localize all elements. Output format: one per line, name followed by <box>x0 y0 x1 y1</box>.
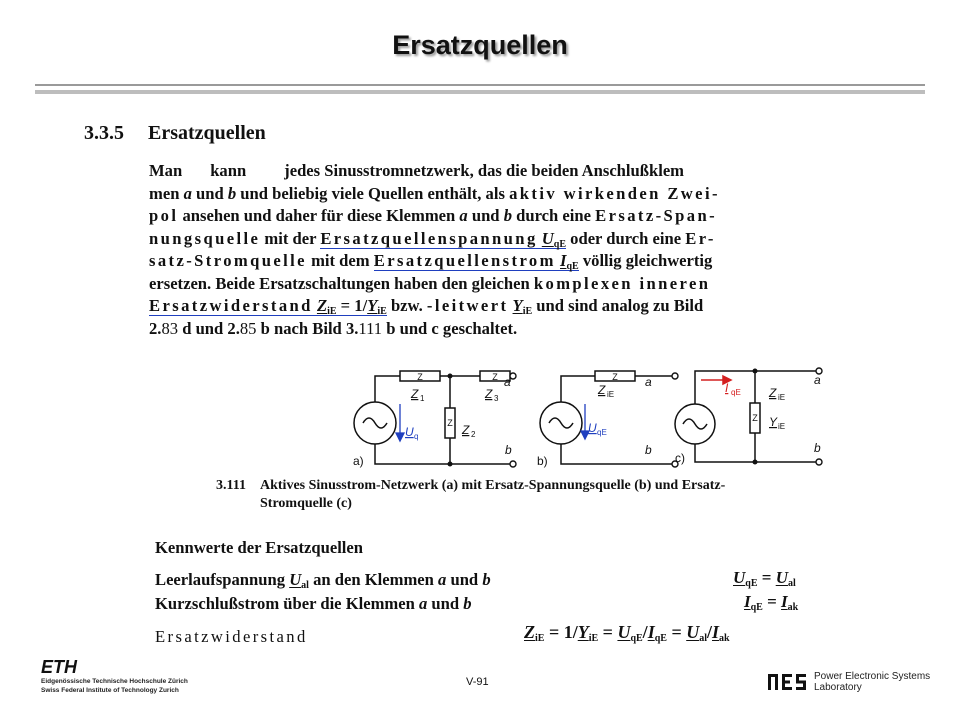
eth-line-1: Eidgenössische Technische Hochschule Zürich <box>41 678 188 685</box>
slash: / <box>642 622 648 642</box>
term-ersatz-span: Ersatz-Span- <box>595 206 718 225</box>
term-ersatzquellenspannung: Ersatzquellenspannung <box>320 228 538 248</box>
text-klemmen: an den Klemmen <box>308 570 439 589</box>
underlined-ersatzquellenspannung <box>320 229 566 249</box>
circuit-panel-a <box>354 371 513 464</box>
var-a: a <box>183 183 192 203</box>
panel-label-a: a) <box>353 454 364 468</box>
box-z-label: Z <box>612 372 618 382</box>
term-pol: pol <box>149 206 179 225</box>
eth-subtitle <box>41 677 188 695</box>
text-l1: jedes Sinusstromnetzwerk, das die beiden Anschlußklem <box>284 161 685 180</box>
sub-qe: qE <box>566 261 579 272</box>
paragraph-line-1 <box>149 160 839 183</box>
text-l3b: ansehen und daher für diese Klemmen <box>178 206 460 225</box>
eth-line-2: Swiss Federal Institute of Technology Zurich <box>41 687 179 694</box>
term-komplexen: komplexen inneren <box>533 273 711 293</box>
sym-z: Z <box>524 622 535 642</box>
ref-83: 83 <box>161 318 179 338</box>
sub-ie: iE <box>778 422 786 431</box>
label-zie: Z <box>598 383 606 397</box>
sub-ak: ak <box>787 602 799 613</box>
pes-logo-icon <box>768 671 810 693</box>
sub-ie: iE <box>607 390 615 399</box>
box-z-label: Z <box>417 372 423 382</box>
sym-z: Z <box>316 296 328 315</box>
label-yie: Y <box>769 415 778 429</box>
sym-i: I <box>647 622 655 642</box>
formula-zie <box>524 622 730 644</box>
section-title: Ersatzquellen <box>148 122 266 144</box>
word-man: Man <box>149 161 183 180</box>
page-number: V-91 <box>466 676 489 688</box>
formula-iqe <box>744 592 798 613</box>
label-uq: U <box>405 425 414 439</box>
ref-2: 2. <box>227 318 240 338</box>
box-z-label: Z <box>492 372 498 382</box>
sub-ie: iE <box>588 633 599 644</box>
label-z1: Z <box>411 387 419 401</box>
sub-ie: iE <box>327 306 337 317</box>
underlined-ersatzwiderstand <box>149 296 387 316</box>
panel-label-b: b) <box>537 454 548 468</box>
paragraph-line-4 <box>149 228 839 251</box>
text-l3d: und <box>467 206 504 225</box>
kennwerte-title: Kennwerte der Ersatzquellen <box>155 538 364 557</box>
pes-label <box>814 671 930 693</box>
label-z2: Z <box>462 423 470 437</box>
sub-qe: qE <box>750 602 763 613</box>
var-a: a <box>418 594 428 613</box>
sub-ak: ak <box>719 633 730 644</box>
slash: / <box>706 622 712 642</box>
text-l3f: durch eine <box>511 206 596 225</box>
text-l2a: men <box>149 183 184 203</box>
eq: = <box>757 568 776 587</box>
text-l2e: und beliebig viele Quellen enthält, als <box>236 183 510 203</box>
text-l6a: ersetzen. Beide Ersatzschaltungen haben den gleichen <box>149 273 534 293</box>
sym-y: Y <box>367 296 378 315</box>
section-heading <box>84 122 266 145</box>
label-iqe: I <box>725 381 729 395</box>
label-uqe: U <box>588 421 597 435</box>
underlined-ersatzquellenstrom <box>374 251 579 271</box>
paragraph <box>149 160 839 340</box>
paragraph-line-2 <box>149 183 839 206</box>
term-satz-stromquelle: satz-Stromquelle <box>149 251 307 270</box>
sym-i: I <box>744 592 751 611</box>
ref-85: 85 <box>239 318 257 338</box>
var-b: b <box>463 594 472 613</box>
sub-ie: iE <box>535 633 545 644</box>
caption-line-2: Stromquelle (c) <box>260 496 352 511</box>
sym-u: U <box>686 622 700 642</box>
figure-caption <box>216 477 725 513</box>
sym-i: I <box>781 592 788 611</box>
sub-3: 3 <box>494 394 499 403</box>
var-a: a <box>438 570 447 589</box>
text-kurzschlussstrom: Kurzschlußstrom über die Klemmen <box>155 594 419 613</box>
text-l8f: b nach Bild <box>256 318 346 338</box>
formula-uqe <box>733 568 796 589</box>
text-l8c: d und <box>178 318 228 338</box>
sym-u: U <box>617 622 631 642</box>
text-l2c: und <box>191 183 228 203</box>
eth-logo <box>41 658 91 676</box>
sym-u: U <box>289 570 302 589</box>
term-ersatzquellenstrom: Ersatzquellenstrom <box>373 251 556 270</box>
circuit-figure <box>345 358 835 470</box>
text-und: und <box>446 570 483 589</box>
paragraph-line-6 <box>149 273 839 296</box>
svg-text:ETH: ETH <box>41 658 77 676</box>
text-l5f: völlig gleichwertig <box>578 251 713 270</box>
section-number: 3.3.5 <box>84 122 124 144</box>
terminal-b: b <box>814 441 821 455</box>
kennwerte-row-3: Ersatzwiderstand <box>155 627 308 646</box>
paragraph-line-3 <box>149 205 839 228</box>
kennwerte-row-2 <box>155 594 472 614</box>
sym-u: U <box>775 568 788 587</box>
sub-qe: qE <box>597 428 607 437</box>
sub-al: al <box>787 578 796 589</box>
sub-qe: qE <box>630 633 643 644</box>
terminal-a: a <box>504 375 511 389</box>
sym-i: I <box>560 251 567 270</box>
sub-qe: qE <box>731 388 741 397</box>
paragraph-line-5 <box>149 250 839 273</box>
text-l8i: b und c geschaltet. <box>382 318 518 338</box>
sym-y: Y <box>577 622 589 642</box>
kennwerte-row-1 <box>155 570 491 591</box>
sub-qe: qE <box>654 633 667 644</box>
text-und: und <box>427 594 464 613</box>
text-l4f: oder durch eine <box>566 228 686 248</box>
terminal-a: a <box>814 373 821 387</box>
title-rule-bottom <box>35 90 925 94</box>
label-z3: Z <box>485 387 493 401</box>
eq: = <box>598 622 618 642</box>
sym-y: Y <box>512 296 523 315</box>
sub-q: q <box>414 432 419 441</box>
box-z-label: Z <box>447 418 453 428</box>
sub-al: al <box>301 580 309 591</box>
ref-2: 2. <box>149 318 162 338</box>
circuit-panel-c <box>675 371 819 462</box>
sub-qe: qE <box>553 238 567 250</box>
text-eq: = 1/ <box>336 296 368 315</box>
sub-ie: iE <box>522 306 533 317</box>
pes-line-2: Laboratory <box>814 682 862 693</box>
eq: = 1/ <box>544 622 578 642</box>
terminal-b: b <box>645 443 652 457</box>
terminal-b: b <box>505 443 512 457</box>
sub-ie: iE <box>377 306 387 317</box>
ref-3: 3. <box>345 318 359 338</box>
title-rule-top <box>35 84 925 86</box>
term-ersatzwiderstand: Ersatzwiderstand <box>149 296 313 315</box>
term-er: Er- <box>685 228 716 248</box>
eq: = <box>666 622 687 642</box>
caption-number: 3.111 <box>216 478 246 493</box>
sym-u: U <box>541 228 554 248</box>
var-b: b <box>227 183 237 203</box>
text-l4b: mit der <box>260 228 321 248</box>
circuit-panel-b <box>540 371 675 464</box>
sub-ie: iE <box>778 393 786 402</box>
eq: = <box>762 592 782 611</box>
text-l7k: und sind analog zu Bild <box>532 296 704 315</box>
caption-line-1: Aktives Sinusstrom-Netzwerk (a) mit Ersatz-Spannungsquelle (b) und Ersatz- <box>260 478 726 493</box>
text-leerlaufspannung: Leerlaufspannung <box>155 570 286 589</box>
text-bzw: bzw. <box>386 296 427 315</box>
panel-label-c: c) <box>675 451 685 465</box>
var-b: b <box>503 206 512 225</box>
box-z-label: Z <box>752 413 758 423</box>
pes-line-1: Power Electronic Systems <box>814 671 931 682</box>
term-leitwert: -leitwert <box>426 296 509 315</box>
var-a: a <box>459 206 468 225</box>
sub-1: 1 <box>420 394 425 403</box>
sub-al: al <box>699 633 707 644</box>
paragraph-line-7 <box>149 295 839 318</box>
word-kann: kann <box>210 161 247 180</box>
sym-i: I <box>712 622 720 642</box>
label-zie-c: Z <box>769 386 777 400</box>
terminal-a: a <box>645 375 652 389</box>
ref-111: 111 <box>358 318 383 338</box>
var-b: b <box>482 570 491 589</box>
sub-2: 2 <box>471 430 476 439</box>
sub-qe: qE <box>745 578 758 589</box>
term-aktiv: aktiv wirkenden Zwei- <box>509 183 720 203</box>
term-nungsquelle: nungsquelle <box>149 228 261 248</box>
paragraph-line-8 <box>149 318 839 341</box>
slide-title: Ersatzquellen <box>392 30 568 60</box>
text-l5b: mit dem <box>306 251 374 270</box>
sym-u: U <box>733 568 746 587</box>
